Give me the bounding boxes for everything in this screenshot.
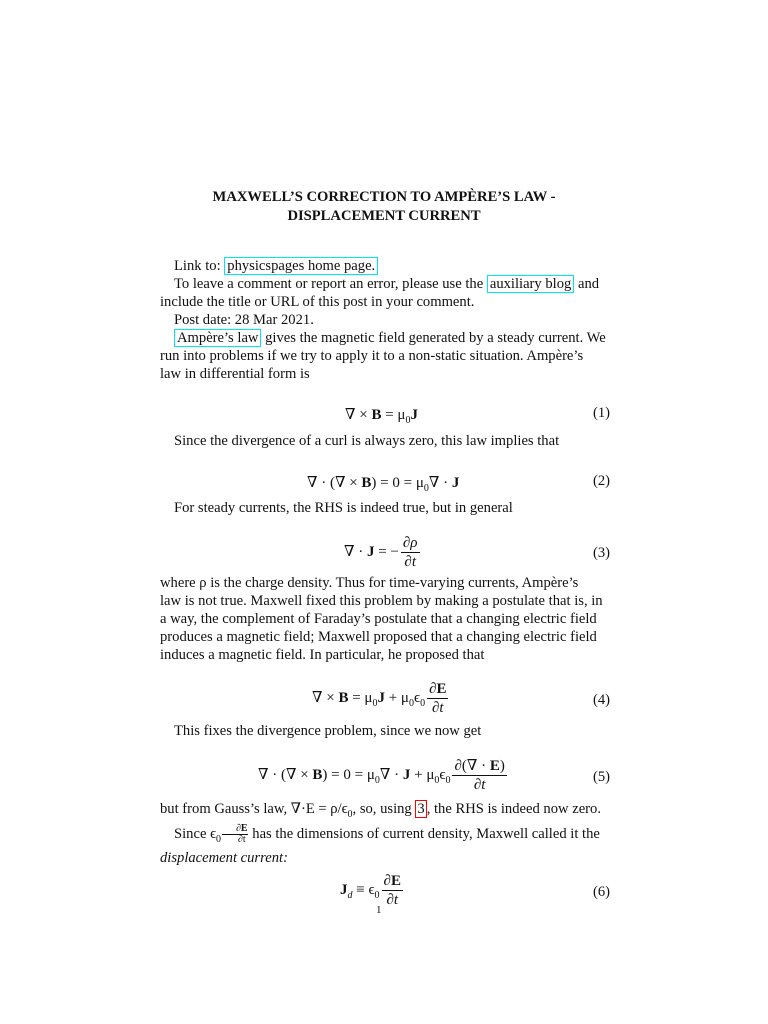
para1-line2: run into problems if we try to apply it to a non-static situation. Ampère’s	[160, 348, 584, 364]
equation-4-number: (4)	[592, 692, 610, 708]
comment-line-2: include the title or URL of this post in your comment.	[160, 294, 475, 310]
para6-block	[160, 800, 610, 867]
page-number: 1	[376, 904, 382, 916]
para4-line3: a way, the complement of Faraday’s postulate that a changing electric field	[160, 611, 597, 627]
para6-sub: 0	[347, 808, 353, 820]
para7-post: has the dimensions of current density, Maxwell called it the	[252, 825, 600, 842]
equation-4-body: ∇ × $B = \mu_0J + \mu_0\epsilon_0$ $\frac{\partial E}{\partial t}$	[312, 681, 447, 716]
para7-frac-num: ∂E	[235, 822, 248, 834]
link-line	[160, 257, 610, 275]
auxiliary-blog-link[interactable]: auxiliary blog	[487, 275, 574, 293]
para2-block	[160, 432, 610, 450]
link-prefix: Link to:	[174, 258, 221, 274]
para6-mid: , so, using	[352, 801, 412, 817]
equation-6-body: $J_d \equiv \epsilon_0$ $\frac{\partial E}{\partial t}$	[340, 873, 401, 908]
para6-pre: but from Gauss’s law, ∇·E = ρ/ϵ	[160, 801, 348, 817]
para1-line1-rest: gives the magnetic field generated by a steady current. We	[265, 330, 606, 346]
para6	[160, 800, 610, 824]
para4-line2: law is not true. Maxwell fixed this problem by making a postulate that is, in	[160, 593, 603, 609]
equation-2-number: (2)	[592, 473, 610, 489]
equation-6-number: (6)	[592, 884, 610, 900]
para7-inline-fraction	[222, 824, 248, 845]
para3: For steady currents, the RHS is indeed true, but in general	[174, 500, 513, 516]
para4-line5: induces a magnetic field. In particular, he proposed that	[160, 647, 485, 663]
para7-frac-den: ∂t	[237, 833, 246, 845]
post-date: Post date: 28 Mar 2021.	[174, 312, 314, 328]
equation-2-body: ∇ · (∇ × $B) = 0 = \mu_0\nabla \cdot J$	[307, 475, 460, 494]
equation-3-number: (3)	[592, 545, 610, 561]
para1-line3: law in differential form is	[160, 366, 310, 382]
para6-post: , the RHS is indeed now zero.	[426, 801, 601, 817]
para7-line1	[160, 824, 610, 849]
title-line-2: DISPLACEMENT CURRENT	[287, 208, 481, 224]
equation-5-body: ∇ · (∇ × $B) = 0 = \mu_0\nabla \cdot J + \mu_0\epsilon_0$ $\frac{\partial(\nabla \cdot E)}{\partial t}$	[258, 758, 505, 793]
equation-1-body: ∇ × $B = \mu_0J$	[345, 407, 418, 426]
amperes-law-link[interactable]: Ampère’s law	[174, 329, 261, 347]
para1-line1	[160, 329, 610, 347]
equation-3-reference-link[interactable]: 3	[417, 801, 425, 817]
para4-block	[160, 574, 610, 664]
home-page-link[interactable]: physicspages home page.	[224, 257, 378, 275]
para3-block	[160, 499, 610, 517]
para2: Since the divergence of a curl is always zero, this law implies that	[174, 433, 560, 449]
comment-prefix: To leave a comment or report an error, please use the	[174, 276, 484, 292]
displacement-current-term: displacement current:	[160, 849, 288, 866]
para4-line4: produces a magnetic field; Maxwell proposed that a changing electric field	[160, 629, 597, 645]
para4-line1: where ρ is the charge density. Thus for time-varying currents, Ampère’s	[160, 575, 579, 591]
page-title	[160, 188, 608, 226]
intro-block	[160, 257, 610, 383]
equation-3-body: ∇ · J = − $\frac{\partial\rho}{\partial t}$	[344, 535, 418, 570]
para5-block	[160, 722, 610, 740]
comment-line	[160, 275, 610, 293]
para7-line2	[160, 849, 610, 867]
para5: This fixes the divergence problem, since we now get	[174, 723, 482, 739]
title-line-1: MAXWELL’S CORRECTION TO AMPÈRE’S LAW -	[212, 189, 556, 205]
para7-pre: Since ϵ	[174, 825, 216, 842]
comment-suffix: and	[577, 276, 600, 292]
para7-sub: 0	[215, 833, 221, 845]
equation-1-number: (1)	[592, 405, 610, 421]
equation-5-number: (5)	[592, 769, 610, 785]
